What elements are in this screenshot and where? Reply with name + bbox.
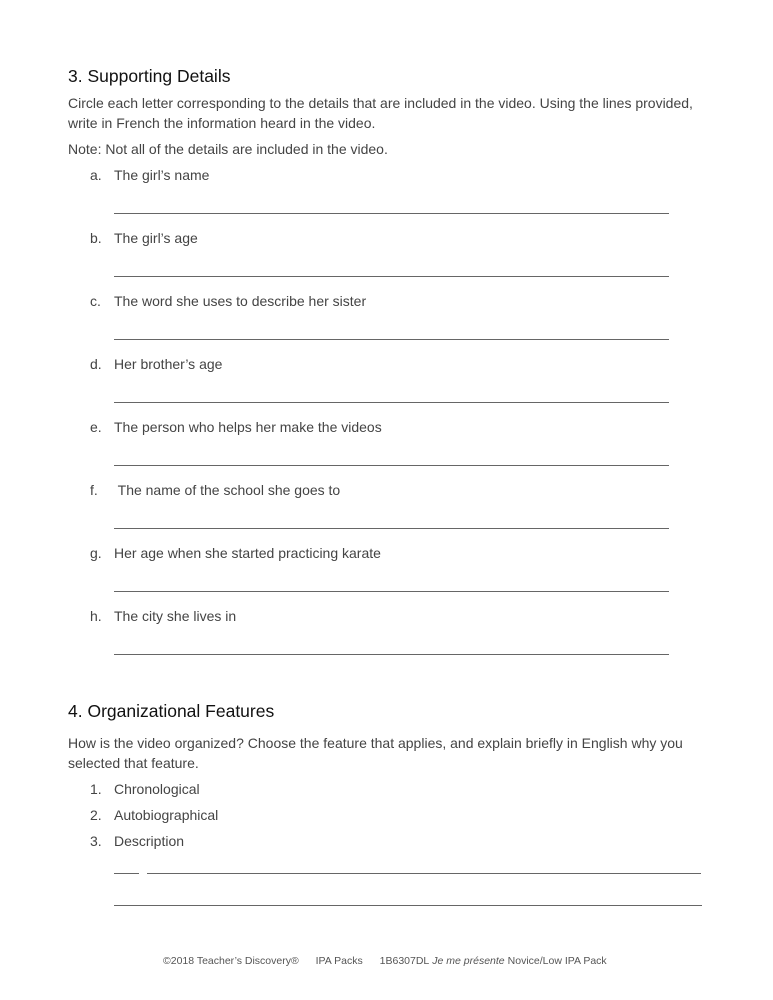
detail-item[interactable] [90,293,366,309]
footer-copyright: ©2018 Teacher’s Discovery® [163,955,299,967]
detail-letter[interactable]: h. [90,608,102,624]
detail-text: The person who helps her make the videos [114,419,382,435]
detail-letter[interactable]: e. [90,419,102,435]
footer [163,955,621,967]
footer-code: 1B6307DL [379,955,430,967]
section-3-note: Note: Not all of the details are included in the video. [68,141,388,157]
answer-line[interactable] [114,654,669,655]
option-number: 1. [90,781,102,797]
answer-line[interactable] [114,339,669,340]
answer-line[interactable] [114,276,669,277]
detail-item[interactable] [90,608,236,624]
choice-answer-line[interactable] [114,873,139,874]
detail-text: The name of the school she goes to [114,482,341,498]
detail-letter[interactable]: g. [90,545,102,561]
detail-letter[interactable]: a. [90,167,102,183]
footer-title-italic: Je me présente [432,955,505,967]
detail-text: The girl’s name [114,167,210,183]
detail-item[interactable] [90,356,222,372]
detail-letter[interactable]: c. [90,293,101,309]
feature-option [90,833,184,849]
detail-item[interactable] [90,482,340,498]
option-number: 2. [90,807,102,823]
detail-text: The word she uses to describe her sister [114,293,367,309]
explanation-line-2[interactable] [114,905,702,906]
footer-series: IPA Packs [315,955,363,967]
detail-letter[interactable]: b. [90,230,102,246]
answer-line[interactable] [114,528,669,529]
detail-item[interactable] [90,167,209,183]
option-text: Description [114,833,185,849]
footer-title-rest: Novice/Low IPA Pack [507,955,607,967]
detail-item[interactable] [90,545,381,561]
detail-letter[interactable]: d. [90,356,102,372]
detail-letter[interactable]: f. [90,482,98,498]
answer-line[interactable] [114,213,669,214]
answer-line[interactable] [114,402,669,403]
detail-text: Her brother’s age [114,356,223,372]
detail-text: Her age when she started practicing karate [114,545,381,561]
option-number: 3. [90,833,102,849]
option-text: Chronological [114,781,200,797]
section-3-heading: 3. Supporting Details [68,66,231,86]
feature-option [90,781,200,797]
section-3-instructions: Circle each letter corresponding to the details that are included in the video. Using the lines provided, write in French the information heard in the video. [68,95,693,131]
section-4-heading: 4. Organizational Features [68,701,275,721]
option-text: Autobiographical [114,807,219,823]
detail-item[interactable] [90,230,198,246]
section-4-instructions: How is the video organized? Choose the feature that applies, and explain briefly in English why you selected that feature. [68,735,683,771]
answer-line[interactable] [114,591,669,592]
detail-text: The city she lives in [114,608,237,624]
detail-item[interactable] [90,419,382,435]
feature-option [90,807,218,823]
explanation-line-1[interactable] [147,873,701,874]
detail-text: The girl’s age [114,230,198,246]
answer-line[interactable] [114,465,669,466]
